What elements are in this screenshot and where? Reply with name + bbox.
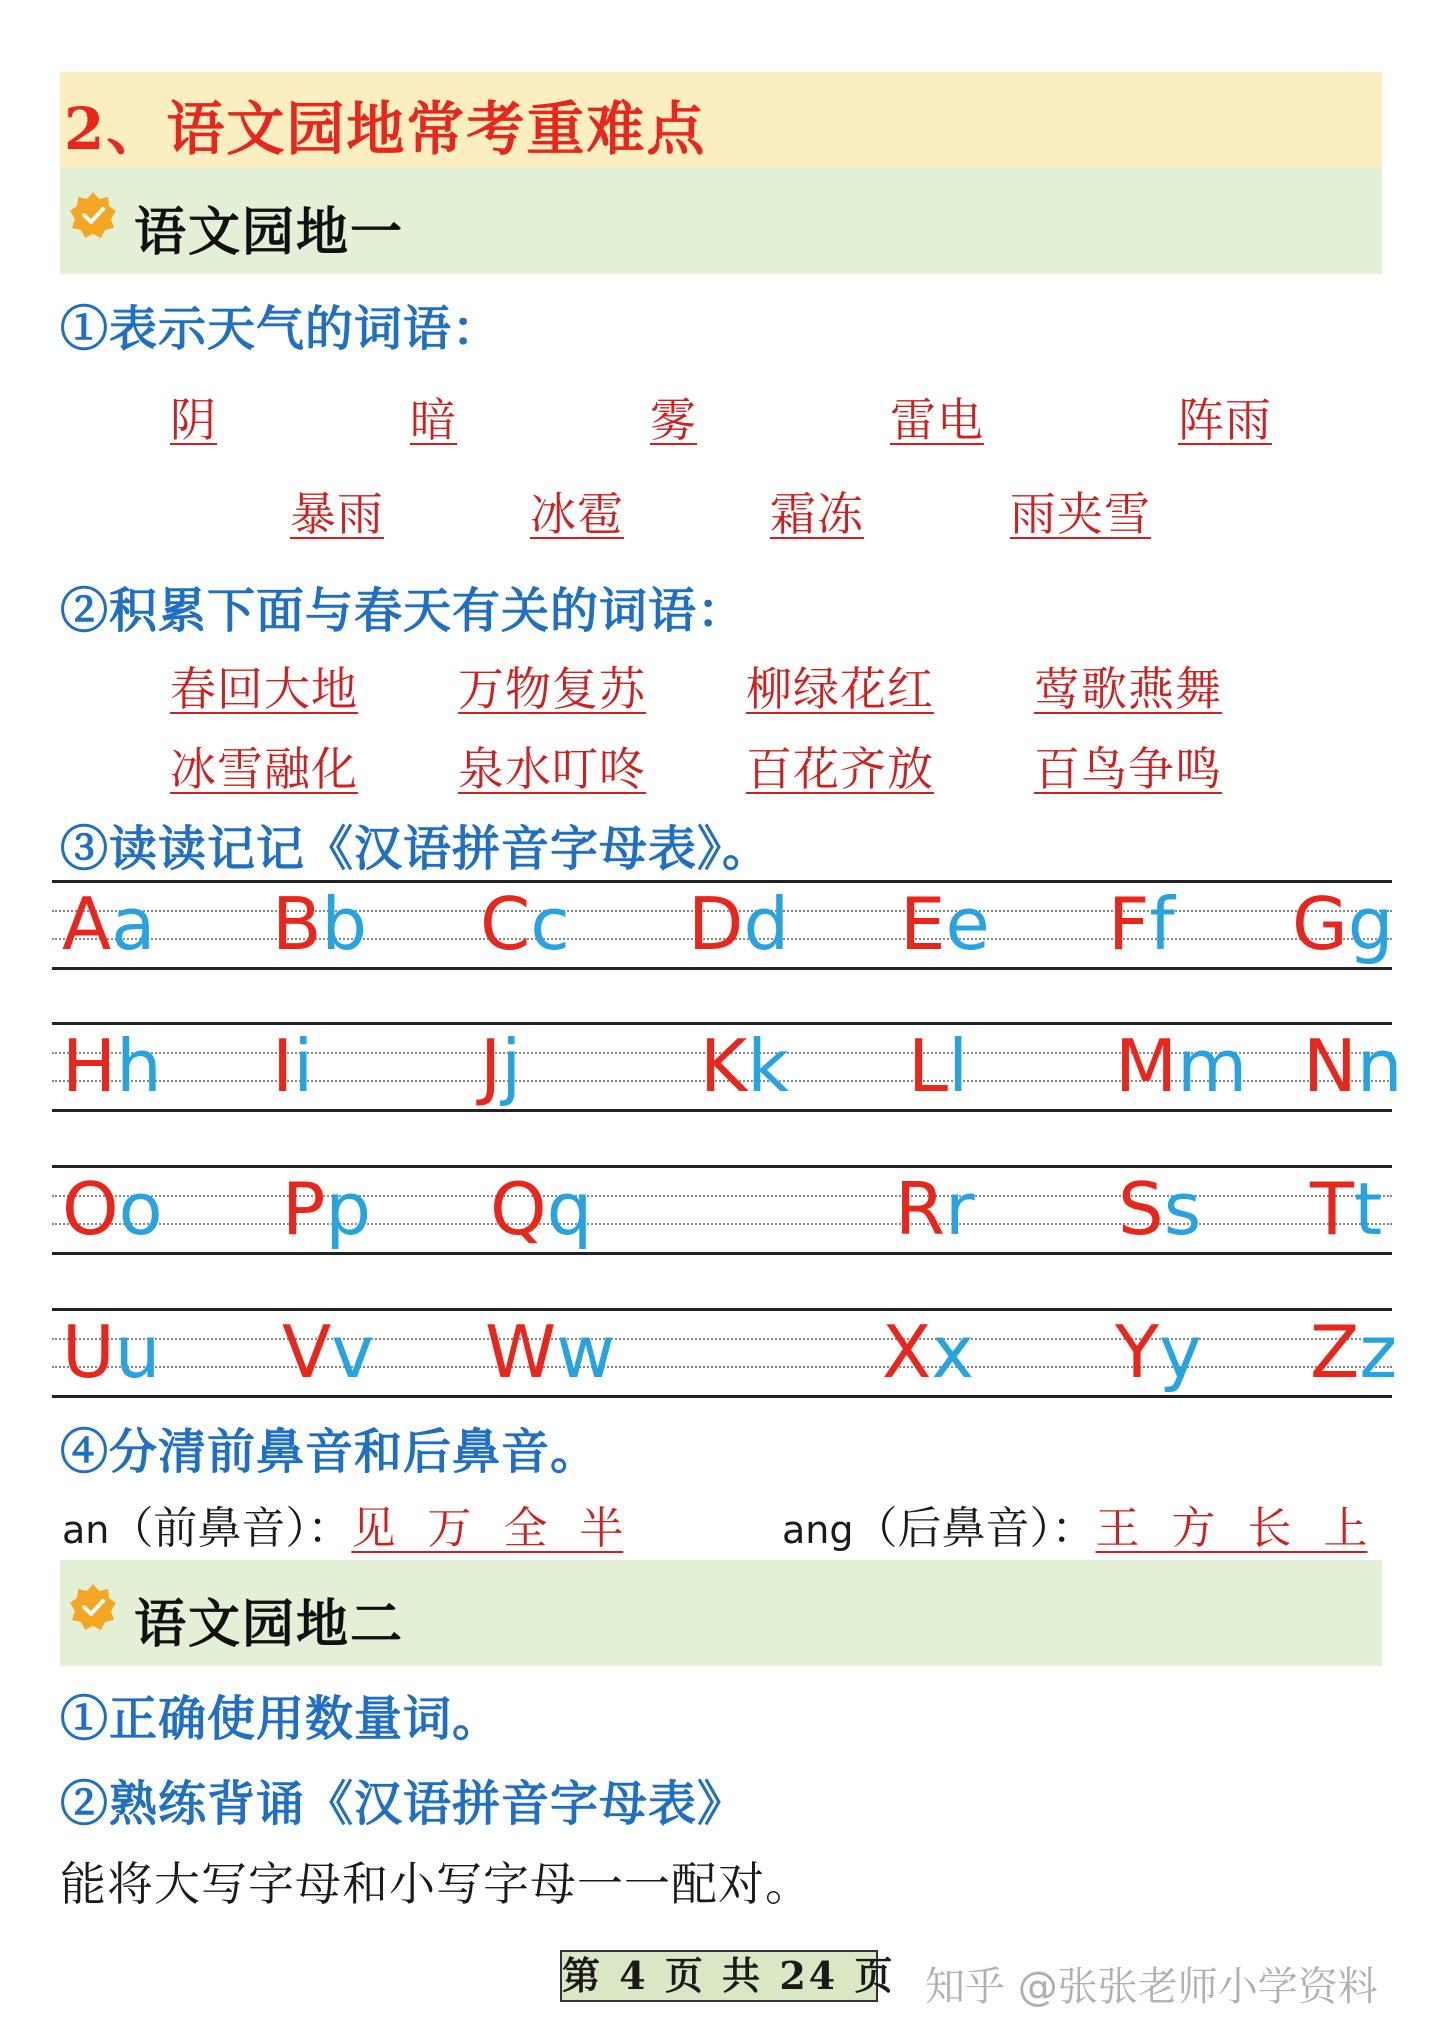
nasal-latin: ang [782,1508,854,1552]
spring-word: 万物复苏 [458,662,646,716]
uppercase-letter: L [908,1024,949,1108]
lowercase-letter: e [945,882,990,966]
weather-word: 霜冻 [770,487,864,541]
uppercase-letter: M [1115,1024,1178,1108]
uppercase-letter: F [1108,882,1150,966]
alphabet-letter [1303,1024,1403,1108]
lowercase-letter: f [1149,882,1175,966]
nasal-latin: an [62,1508,110,1552]
weather-word: 冰雹 [530,487,624,541]
lowercase-letter: q [546,1167,593,1251]
lowercase-letter: l [948,1024,969,1108]
alphabet-letter [1310,1310,1398,1394]
section-header-garden2 [60,1560,1382,1666]
alphabet-letter [1292,882,1394,966]
uppercase-letter: V [282,1310,332,1394]
nasal-examples: 王 方 长 上 [1095,1503,1368,1554]
page-number: 第 4 页 共 24 页 [560,1950,878,2002]
front-nasal-line [62,1492,623,1556]
lowercase-letter: i [293,1024,314,1108]
uppercase-letter: Z [1310,1310,1360,1394]
weather-word: 阴 [170,393,217,447]
weather-word: 阵雨 [1178,393,1272,447]
uppercase-letter: U [62,1310,115,1394]
alphabet-letter [282,1310,374,1394]
lowercase-letter: k [747,1024,789,1108]
lowercase-letter: c [530,882,570,966]
lowercase-letter: j [501,1024,522,1108]
section-header-garden1 [60,168,1382,274]
heading-recite-alphabet: ②熟练背诵《汉语拼音字母表》 [60,1776,747,1832]
watermark: 知乎 @张张老师小学资料 [925,1964,1378,2010]
alphabet-letter [1115,1310,1202,1394]
section-title: 语文园地二 [134,1594,405,1655]
uppercase-letter: P [282,1167,326,1251]
nasal-examples: 见 万 全 半 [351,1503,624,1554]
lowercase-letter: u [114,1310,161,1394]
body-text: 能将大写字母和小写字母一一配对。 [60,1857,812,1911]
uppercase-letter: D [688,882,744,966]
uppercase-letter: B [272,882,322,966]
spring-word: 百花齐放 [746,742,934,796]
uppercase-letter: E [900,882,946,966]
uppercase-letter: K [700,1024,748,1108]
uppercase-letter: H [62,1024,117,1108]
lowercase-letter: m [1177,1024,1248,1108]
lowercase-letter: z [1359,1310,1398,1394]
lowercase-letter: g [1347,882,1394,966]
alphabet-letter [485,1310,616,1394]
lowercase-letter: w [556,1310,616,1394]
lowercase-letter: n [1356,1024,1403,1108]
alphabet-letter [62,882,156,966]
uppercase-letter: A [62,882,112,966]
weather-word: 雷电 [890,393,984,447]
four-line-grid [52,1308,1398,1398]
alphabet-letter [1108,882,1175,966]
alphabet-letter [272,882,368,966]
four-line-grid [52,1022,1403,1112]
lowercase-letter: r [945,1167,975,1251]
alphabet-letter [480,882,570,966]
heading-alphabet: ③读读记记《汉语拼音字母表》。 [60,821,772,877]
uppercase-letter: O [62,1167,119,1251]
alphabet-letter [1310,1167,1383,1251]
uppercase-letter: Q [490,1167,547,1251]
spring-word: 春回大地 [170,662,358,716]
lowercase-letter: h [116,1024,162,1108]
spring-word: 莺歌燕舞 [1034,662,1222,716]
lowercase-letter: a [111,882,156,966]
uppercase-letter: X [882,1310,932,1394]
four-line-grid [52,880,1392,970]
alphabet-letter [272,1024,314,1108]
alphabet-letter [62,1167,163,1251]
alphabet-letter [282,1167,372,1251]
four-line-grid [52,1165,1392,1255]
alphabet-letter [62,1024,162,1108]
lowercase-letter: v [331,1310,374,1394]
alphabet-letter [1118,1167,1202,1251]
nasal-label: （前鼻音）： [109,1503,352,1554]
uppercase-letter: C [480,882,531,966]
alphabet-letter [895,1167,975,1251]
uppercase-letter: G [1292,882,1348,966]
alphabet-letter [908,1024,969,1108]
uppercase-letter: I [272,1024,294,1108]
check-badge-icon [68,190,118,240]
uppercase-letter: J [480,1024,502,1108]
lowercase-letter: t [1353,1167,1383,1251]
uppercase-letter: R [895,1167,946,1251]
check-badge-icon [68,1582,118,1632]
alphabet-letter [62,1310,161,1394]
heading-measure-words: ①正确使用数量词。 [60,1691,502,1747]
spring-word: 百鸟争鸣 [1034,742,1222,796]
heading-spring-words: ②积累下面与春天有关的词语： [60,583,747,639]
spring-word: 冰雪融化 [170,742,358,796]
uppercase-letter: W [485,1310,557,1394]
nasal-label: （后鼻音）： [853,1503,1096,1554]
weather-word: 暴雨 [290,487,384,541]
lowercase-letter: x [931,1310,974,1394]
lowercase-letter: s [1163,1167,1202,1251]
weather-word: 暗 [410,393,457,447]
alphabet-letter [900,882,990,966]
weather-word: 雾 [650,393,697,447]
alphabet-letter [688,882,790,966]
weather-word: 雨夹雪 [1010,487,1151,541]
alphabet-letter [480,1024,522,1108]
heading-weather-words: ①表示天气的词语： [60,301,502,357]
lowercase-letter: p [325,1167,372,1251]
spring-word: 柳绿花红 [746,662,934,716]
heading-nasal: ④分清前鼻音和后鼻音。 [60,1424,600,1480]
page-title: 2、语文园地常考重难点 [64,95,707,163]
lowercase-letter: d [743,882,790,966]
lowercase-letter: b [321,882,368,966]
lowercase-letter: o [118,1167,163,1251]
alphabet-letter [490,1167,593,1251]
uppercase-letter: S [1118,1167,1164,1251]
section-title: 语文园地一 [134,202,405,263]
lowercase-letter: y [1158,1310,1202,1394]
title-banner [60,72,1382,168]
back-nasal-line [782,1492,1367,1556]
spring-word: 泉水叮咚 [458,742,646,796]
alphabet-letter [700,1024,789,1108]
uppercase-letter: Y [1115,1310,1159,1394]
uppercase-letter: N [1303,1024,1357,1108]
uppercase-letter: T [1310,1167,1354,1251]
alphabet-letter [882,1310,974,1394]
alphabet-letter [1115,1024,1248,1108]
